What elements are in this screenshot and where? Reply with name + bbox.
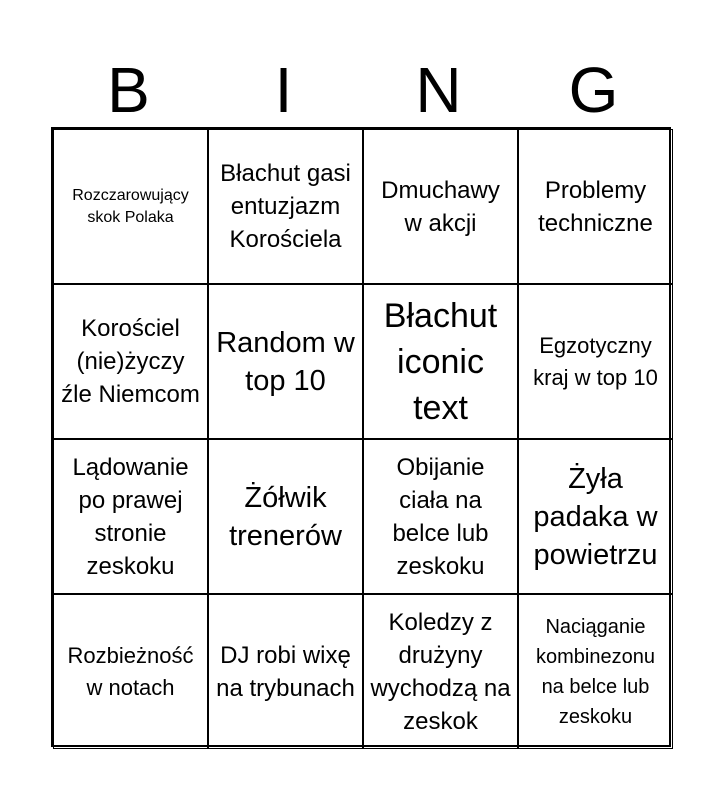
bingo-cell[interactable] [53, 594, 208, 749]
cell-text: Naciąganie kombinezonu na belce lub zeskoku [536, 615, 655, 728]
cell-text: Dmuchawy w akcji [381, 176, 500, 237]
bingo-cell[interactable] [518, 439, 673, 594]
cell-text: Koledzy z drużyny wychodzą na zeskok [370, 608, 511, 735]
bingo-cell[interactable] [518, 594, 673, 749]
header-letter-g: G [568, 54, 619, 126]
header-letter-b: B [107, 54, 150, 126]
bingo-cell[interactable] [363, 284, 518, 439]
bingo-cell[interactable] [363, 129, 518, 284]
cell-text: Żółwik trenerów [229, 481, 342, 552]
cell-text: Błachut iconic text [383, 296, 498, 427]
cell-text: Korościel (nie)życzy źle Niemcom [61, 315, 200, 408]
cell-text: Lądowanie po prawej stronie zeskoku [72, 453, 189, 580]
bingo-cell[interactable] [518, 129, 673, 284]
cell-text: Problemy techniczne [538, 176, 653, 237]
bingo-cell[interactable] [208, 594, 363, 749]
cell-text: DJ robi wixę na trybunach [216, 641, 355, 702]
bingo-cell[interactable] [208, 284, 363, 439]
bingo-cell[interactable] [208, 439, 363, 594]
cell-text: Żyła padaka w powietrzu [533, 462, 658, 571]
header-letter-n: N [415, 54, 462, 126]
bingo-cell[interactable] [53, 129, 208, 284]
cell-text: Błachut gasi entuzjazm Korościela [220, 160, 351, 253]
bingo-header [51, 52, 671, 128]
header-letter-i: I [274, 54, 293, 126]
cell-text: Random w top 10 [216, 326, 355, 397]
bingo-cell[interactable] [208, 129, 363, 284]
cell-text: Rozbieżność w notach [67, 642, 194, 700]
bingo-cell[interactable] [363, 439, 518, 594]
cell-text: Egzotyczny kraj w top 10 [533, 332, 658, 390]
cell-text: Rozczarowujący skok Polaka [72, 186, 189, 226]
bingo-cell[interactable] [518, 284, 673, 439]
bingo-cell[interactable] [53, 439, 208, 594]
cell-text: Obijanie ciała na belce lub zeskoku [392, 453, 489, 580]
bingo-board [51, 127, 671, 747]
bingo-cell[interactable] [363, 594, 518, 749]
bingo-cell[interactable] [53, 284, 208, 439]
